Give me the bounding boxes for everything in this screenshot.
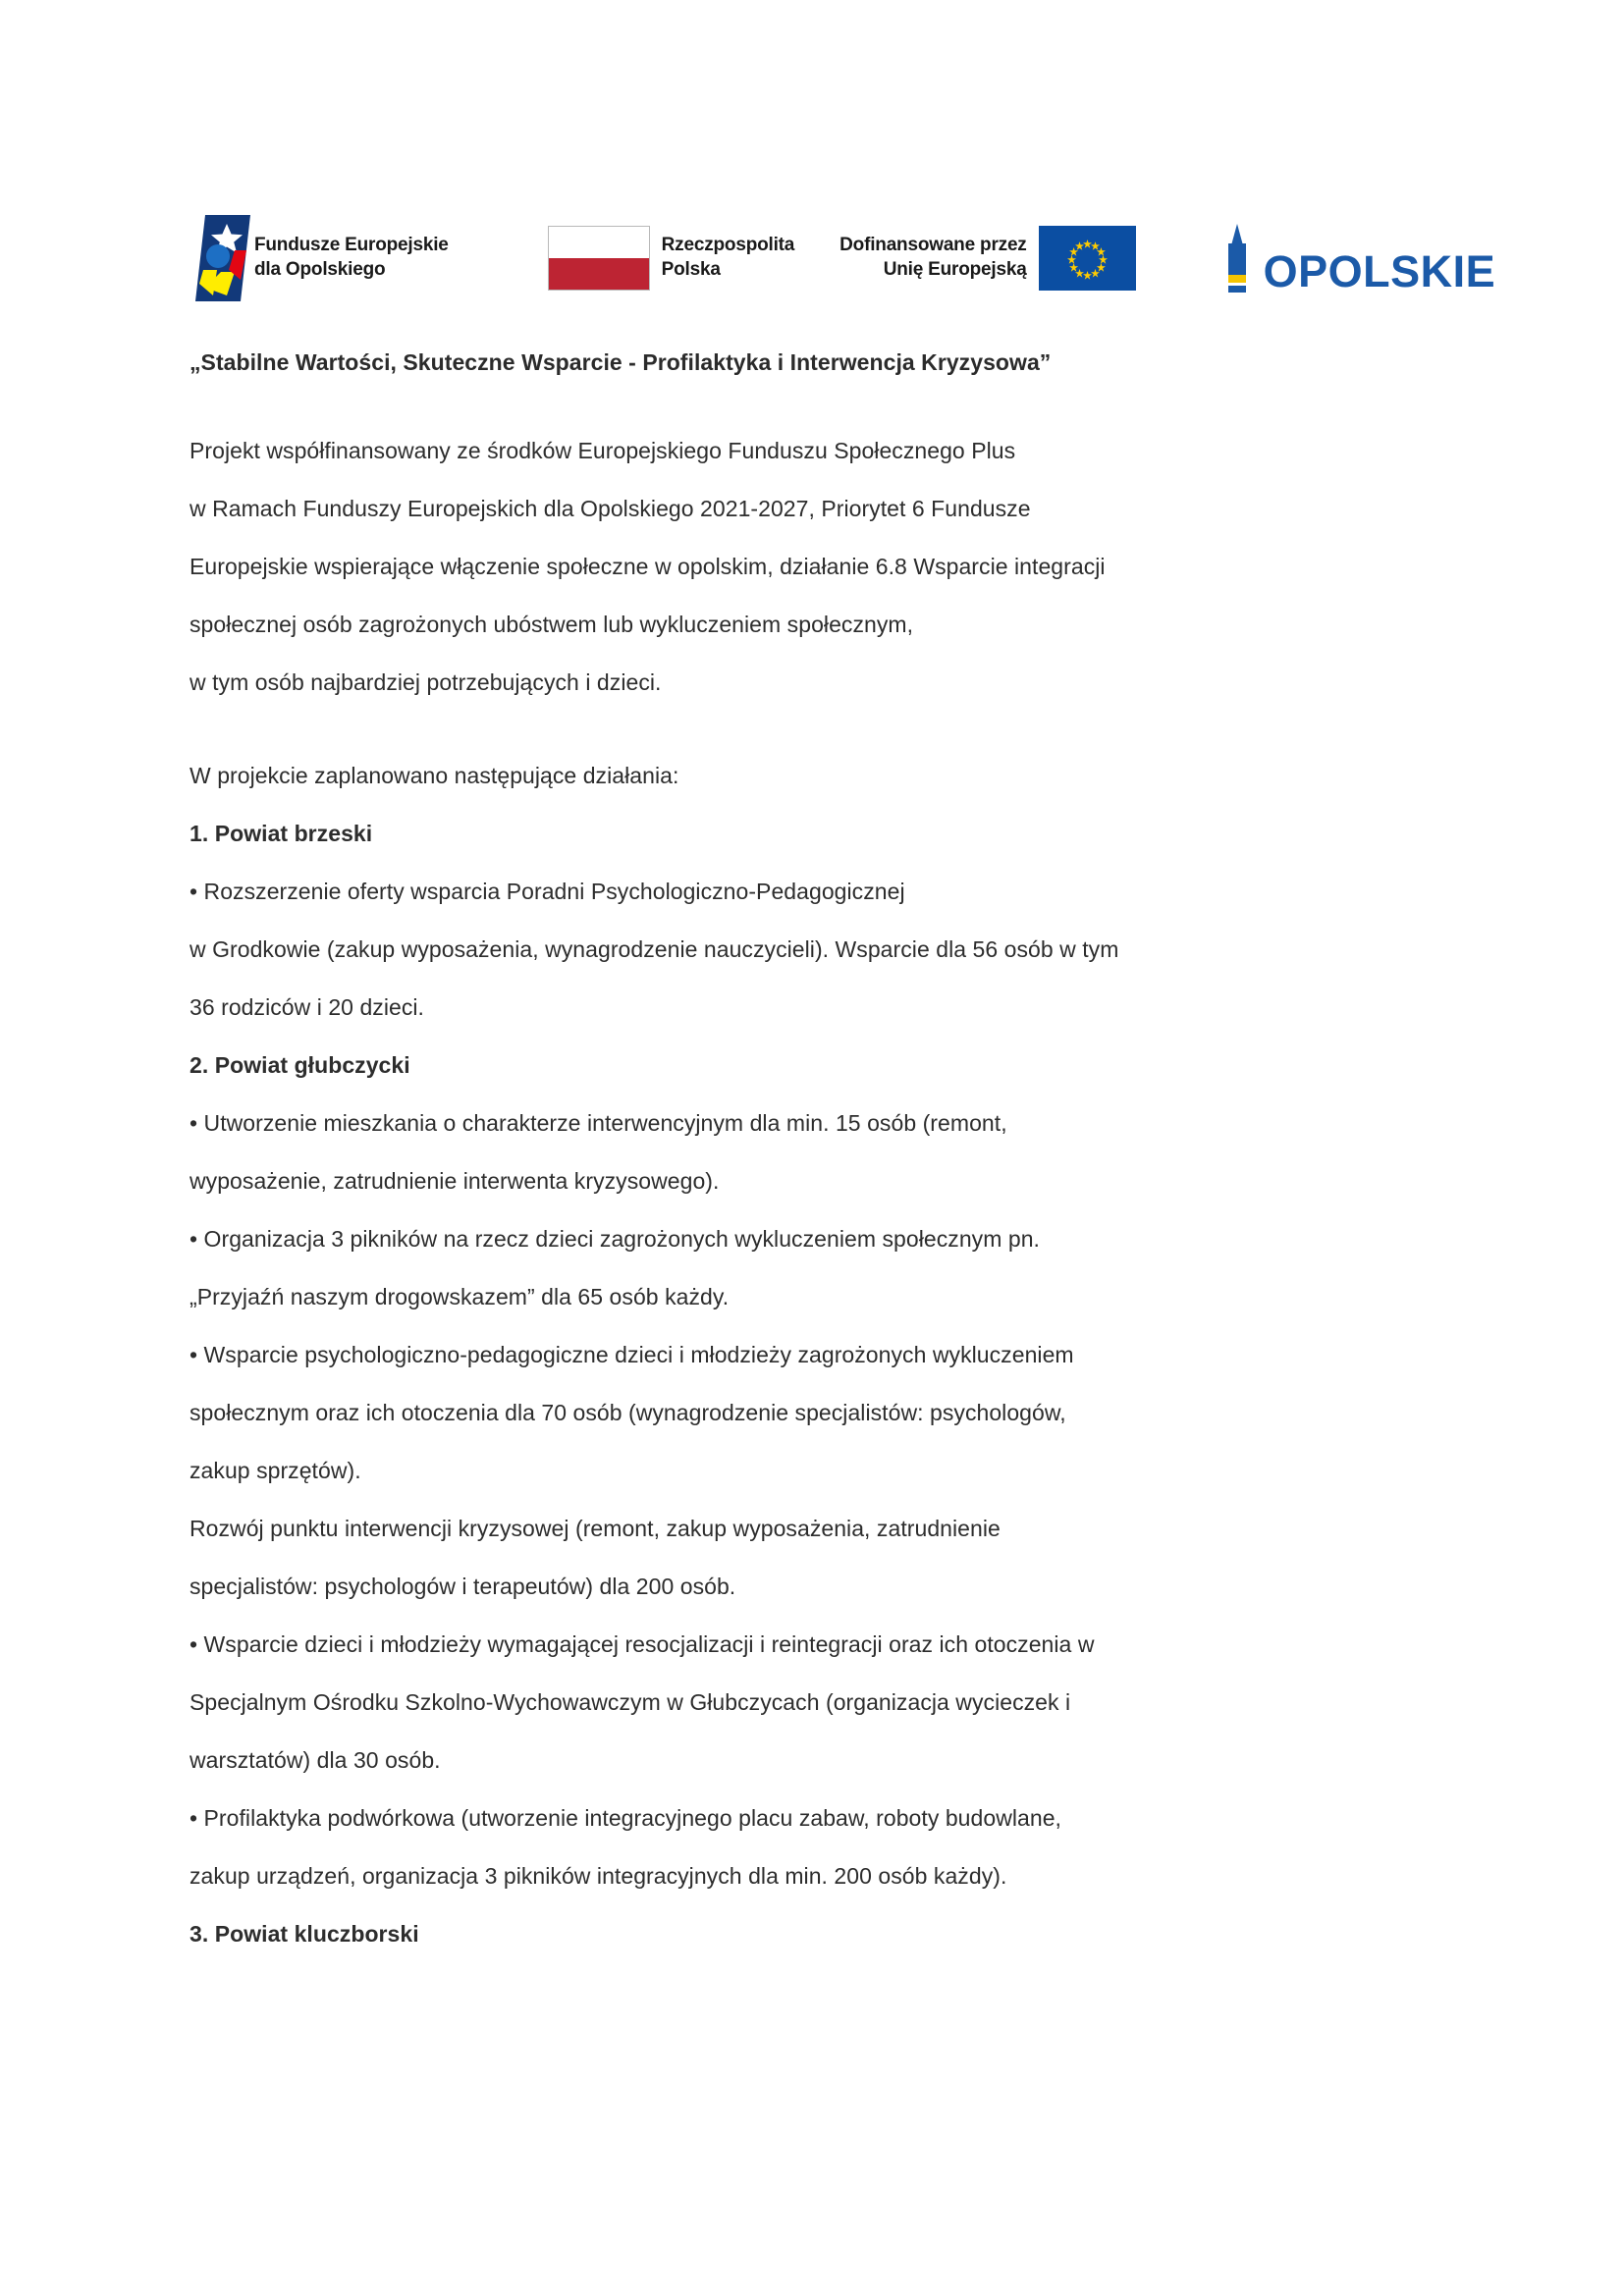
rzeczpospolita-polska-label: [662, 234, 795, 282]
intro-line: Projekt współfinansowany ze środków Europejskiego Funduszu Społecznego Plus: [189, 437, 1016, 463]
section-line: • Wsparcie psychologiczno-pedagogiczne dzieci i młodzieży zagrożonych wykluczeniem: [189, 1341, 1074, 1367]
logo-unia-europejska: [839, 226, 1135, 291]
intro-paragraph: [189, 422, 1436, 712]
flag-stripe-white: [549, 227, 649, 258]
logo-rzeczpospolita-polska: [548, 226, 795, 291]
section-line: • Organizacja 3 pikników na rzecz dzieci zagrożonych wykluczeniem społecznym pn.: [189, 1225, 1040, 1252]
section-line: „Przyjaźń naszym drogowskazem” dla 65 osób każdy.: [189, 1283, 730, 1309]
section-powiat-brzeski: [189, 805, 1436, 1037]
rp-line-1: Rzeczpospolita: [661, 235, 795, 256]
fe-line-2: dla Opolskiego: [254, 258, 386, 280]
lead-in-paragraph: [189, 747, 1436, 805]
section-powiat-kluczborski: [189, 1905, 1436, 1963]
section-line: 36 rodziców i 20 dzieci.: [189, 993, 424, 1020]
eu-flag-icon: [1039, 226, 1136, 291]
flag-stripe-red: [549, 258, 649, 290]
lead-in-text: W projekcie zaplanowano następujące działania:: [189, 762, 679, 788]
opolskie-tower-icon: [1224, 224, 1250, 293]
section-line: specjalistów: psychologów i terapeutów) dla 200 osób.: [189, 1573, 736, 1599]
section-line: społecznym oraz ich otoczenia dla 70 osób (wynagrodzenie specjalistów: psychologów,: [189, 1399, 1066, 1425]
logo-fundusze-europejskie: [191, 211, 449, 305]
document-body: [189, 348, 1436, 1963]
section-line: wyposażenie, zatrudnienie interwenta kryzysowego).: [189, 1167, 720, 1194]
page-title: „Stabilne Wartości, Skuteczne Wsparcie - Profilaktyka i Interwencja Kryzysowa”: [189, 349, 1052, 375]
eu-line-2: Unię Europejską: [883, 258, 1027, 280]
fundusze-europejskie-label: [254, 234, 449, 282]
intro-line: Europejskie wspierające włączenie społeczne w opolskim, działanie 6.8 Wsparcie integracji: [189, 553, 1106, 579]
fe-line-1: Fundusze Europejskie: [254, 235, 449, 256]
opolskie-wordmark: OPOLSKIE: [1263, 246, 1496, 297]
section-line: warsztatów) dla 30 osób.: [189, 1746, 441, 1773]
section-heading: 3. Powiat kluczborski: [189, 1920, 419, 1947]
section-line: • Utworzenie mieszkania o charakterze interwencyjnym dla min. 15 osób (remont,: [189, 1109, 1007, 1136]
intro-line: w Ramach Funduszy Europejskich dla Opolskiego 2021-2027, Priorytet 6 Fundusze: [189, 495, 1031, 521]
funding-logo-bar: [191, 201, 1496, 314]
fundusze-europejskie-icon: [191, 211, 254, 305]
eu-line-1: Dofinansowane przez: [839, 235, 1027, 256]
section-line: Specjalnym Ośrodku Szkolno-Wychowawczym w Głubczycach (organizacja wycieczek i: [189, 1688, 1071, 1715]
logo-opolskie: [1224, 224, 1496, 297]
section-line: zakup urządzeń, organizacja 3 pikników integracyjnych dla min. 200 osób każdy).: [189, 1862, 1007, 1889]
section-line: w Grodkowie (zakup wyposażenia, wynagrodzenie nauczycieli). Wsparcie dla 56 osób w tym: [189, 935, 1119, 962]
section-line: • Wsparcie dzieci i młodzieży wymagającej resocjalizacji i reintegracji oraz ich otoczenia w: [189, 1630, 1095, 1657]
intro-line: społecznej osób zagrożonych ubóstwem lub wykluczeniem społecznym,: [189, 611, 914, 637]
rp-line-2: Polska: [661, 258, 721, 280]
intro-line: w tym osób najbardziej potrzebujących i dzieci.: [189, 668, 662, 695]
section-powiat-glubczycki: [189, 1037, 1436, 1905]
section-heading: 2. Powiat głubczycki: [189, 1051, 410, 1078]
section-line: • Rozszerzenie oferty wsparcia Poradni Psychologiczno-Pedagogicznej: [189, 878, 905, 904]
spacer: [189, 712, 1436, 747]
section-line: zakup sprzętów).: [189, 1457, 361, 1483]
section-line: • Profilaktyka podwórkowa (utworzenie integracyjnego placu zabaw, roboty budowlane,: [189, 1804, 1061, 1831]
section-line: Rozwój punktu interwencji kryzysowej (remont, zakup wyposażenia, zatrudnienie: [189, 1515, 1001, 1541]
poland-flag-icon: [548, 226, 650, 291]
unia-europejska-label: [839, 234, 1026, 282]
section-heading: 1. Powiat brzeski: [189, 820, 373, 846]
